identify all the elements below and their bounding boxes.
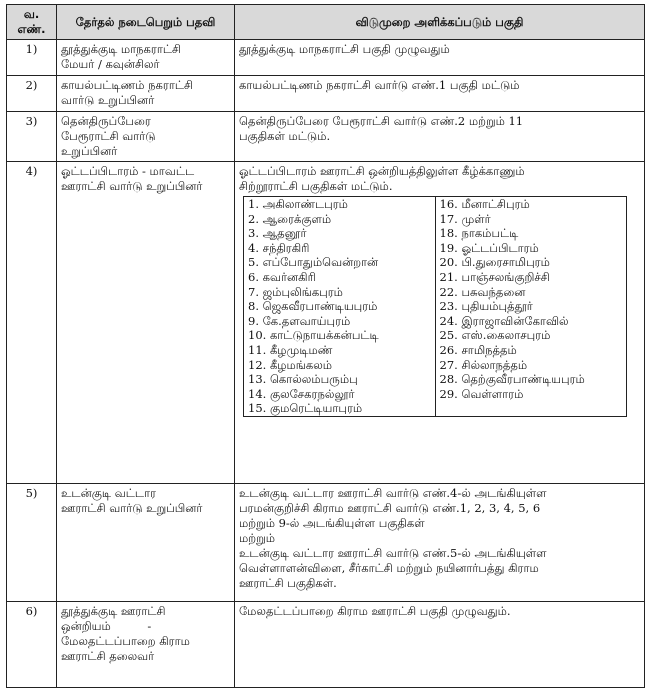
area-line: சிற்றூராட்சி பகுதிகள் மட்டும். — [239, 179, 393, 193]
village-item: 1. அகிலாண்டபுரம் — [248, 197, 348, 211]
header-sno — [7, 5, 57, 40]
village-item: 8. ஜெகவீரபாண்டியபுரம் — [248, 299, 378, 314]
area-line: காயல்பட்டிணம் நகராட்சி வார்டு எண்.1 பகுதி மட்டும் — [239, 78, 520, 92]
village-item: 18. நாகம்பட்டி — [439, 226, 519, 241]
row-post — [57, 76, 235, 112]
village-item: 22. பசுவந்தனை — [439, 284, 526, 299]
row-sno: 1) — [7, 40, 57, 76]
area-line: மற்றும் — [239, 531, 275, 545]
area-line: உடன்குடி வட்டார ஊராட்சி வார்டு எண்.4-ல் அடங்கியுள்ள — [239, 486, 547, 500]
area-line: வெள்ளாளன்விளை, சீர்காட்சி மற்றும் நயினார்பத்து கிராம — [239, 561, 539, 575]
area-line: பகுதிகள் மட்டும். — [239, 129, 331, 143]
post-line: ஒன்றியம் - — [61, 619, 152, 633]
area-line: மேலதட்டப்பாறை கிராம ஊராட்சி பகுதி முழுவதும். — [239, 604, 511, 618]
area-line: ஓட்டப்பிடாரம் ஊராட்சி ஒன்றியத்திலுள்ள கீழ்க்காணும் — [239, 164, 525, 178]
post-line: ஊராட்சி வார்டு உறுப்பினர் — [61, 179, 203, 193]
table-row — [7, 602, 645, 688]
village-item: 3. ஆதனூர் — [248, 226, 307, 241]
area-line: பரமன்குறிச்சி கிராம ஊராட்சி வார்டு எண்.1, 2, 3, 4, 5, 6 — [239, 501, 541, 515]
village-item: 17. முள்ர் — [439, 211, 491, 226]
village-list-left — [244, 197, 436, 417]
area-line: தென்திருப்பேரை பேரூராட்சி வார்டு எண்.2 மற்றும் 11 — [239, 114, 524, 128]
post-line: வார்டு உறுப்பினர் — [61, 93, 155, 107]
table-row — [7, 112, 645, 162]
village-list-table — [243, 196, 627, 417]
area-line: ஊராட்சி பகுதிகள். — [239, 576, 337, 590]
header-sno-line2: எண். — [17, 22, 46, 36]
village-item: 5. எப்போதும்வென்றான் — [248, 255, 379, 270]
village-item: 11. கீழமுடிமண் — [248, 342, 333, 357]
header-post: தேர்தல் நடைபெறும் பதவி — [57, 5, 235, 40]
row-sno: 5) — [7, 484, 57, 602]
header-row — [7, 5, 645, 40]
village-item: 16. மீனாட்சிபுரம் — [439, 197, 530, 211]
table-row — [7, 162, 645, 484]
post-line: காயல்பட்டிணம் நகராட்சி — [61, 78, 194, 92]
village-item: 7. ஜம்புலிங்கபுரம் — [248, 284, 343, 299]
post-line: ஊராட்சி தலைவர் — [61, 649, 155, 663]
row-post — [57, 40, 235, 76]
header-area: விடுமுறை அளிக்கப்படும் பகுதி — [235, 5, 645, 40]
village-item: 19. ஓட்டப்பிடாரம் — [439, 240, 539, 255]
table-row — [7, 484, 645, 602]
village-item: 10. காட்டுநாயக்கன்பட்டி — [248, 328, 379, 343]
header-sno-line1: வ. — [23, 7, 40, 21]
post-line: மேயர் / கவுன்சிலர் — [61, 57, 160, 71]
area-line: தூத்துக்குடி மாநகராட்சி பகுதி முழுவதும் — [239, 42, 450, 56]
post-line: ஓட்டப்பிடாரம் - மாவட்ட — [61, 164, 195, 178]
row-area — [235, 76, 645, 112]
village-item: 4. சந்திரகிரி — [248, 240, 310, 255]
area-line: மற்றும் 9-ல் அடங்கியுள்ள பகுதிகள் — [239, 516, 425, 530]
row-area — [235, 484, 645, 602]
row-sno: 2) — [7, 76, 57, 112]
village-item: 6. கவர்னகிரி — [248, 269, 316, 284]
village-list-row — [244, 197, 627, 417]
table-row — [7, 76, 645, 112]
village-item: 27. சில்லாநத்தம் — [439, 357, 528, 372]
row-area — [235, 40, 645, 76]
post-line: தூத்துக்குடி ஊராட்சி — [61, 604, 166, 618]
row-post — [57, 112, 235, 162]
holiday-areas-table — [6, 4, 645, 688]
village-item: 15. குமரெட்டியாபுரம் — [248, 401, 363, 416]
village-item: 13. கொல்லம்பரும்பு — [248, 372, 358, 387]
village-item: 26. சாமிநத்தம் — [439, 342, 517, 357]
row-sno: 4) — [7, 162, 57, 484]
row-area — [235, 162, 645, 484]
row-post — [57, 162, 235, 484]
row-sno: 6) — [7, 602, 57, 688]
village-item: 28. தெற்குவீரபாண்டியபுரம் — [439, 372, 585, 387]
village-item: 21. பாஞ்சலங்குறிச்சி — [439, 269, 550, 284]
area-line: உடன்குடி வட்டார ஊராட்சி வார்டு எண்.5-ல் அடங்கியுள்ள — [239, 546, 547, 560]
post-line: மேலதட்டப்பாறை கிராம — [61, 634, 190, 648]
village-item: 20. பி.துரைசாமிபுரம் — [439, 255, 550, 270]
table-row — [7, 40, 645, 76]
village-item: 12. கீழமங்கலம் — [248, 357, 333, 372]
village-item: 29. வெள்ளாரம் — [439, 386, 524, 401]
village-item: 25. எஸ்.கைலாசபுரம் — [439, 328, 551, 343]
document — [6, 4, 644, 688]
village-item: 2. ஆரைக்குளம் — [248, 211, 332, 226]
village-item: 14. குலசேகரநல்லூர் — [248, 386, 355, 401]
village-item: 9. கே.தளவாய்புரம் — [248, 313, 351, 328]
row-area — [235, 112, 645, 162]
village-item: 24. இராஜாவின்கோவில் — [439, 313, 569, 328]
row-post — [57, 602, 235, 688]
village-item: 23. புதியம்புத்தூர் — [439, 299, 533, 314]
post-line: உறுப்பினர் — [61, 144, 118, 158]
post-line: தூத்துக்குடி மாநகராட்சி — [61, 42, 182, 56]
row-sno: 3) — [7, 112, 57, 162]
post-line: ஊராட்சி வார்டு உறுப்பினர் — [61, 501, 203, 515]
row-area — [235, 602, 645, 688]
post-line: பேரூராட்சி வார்டு — [61, 129, 156, 143]
post-line: உடன்குடி வட்டார — [61, 486, 156, 500]
post-line: தென்திருப்பேரை — [61, 114, 151, 128]
village-list-right — [435, 197, 627, 417]
row-post — [57, 484, 235, 602]
